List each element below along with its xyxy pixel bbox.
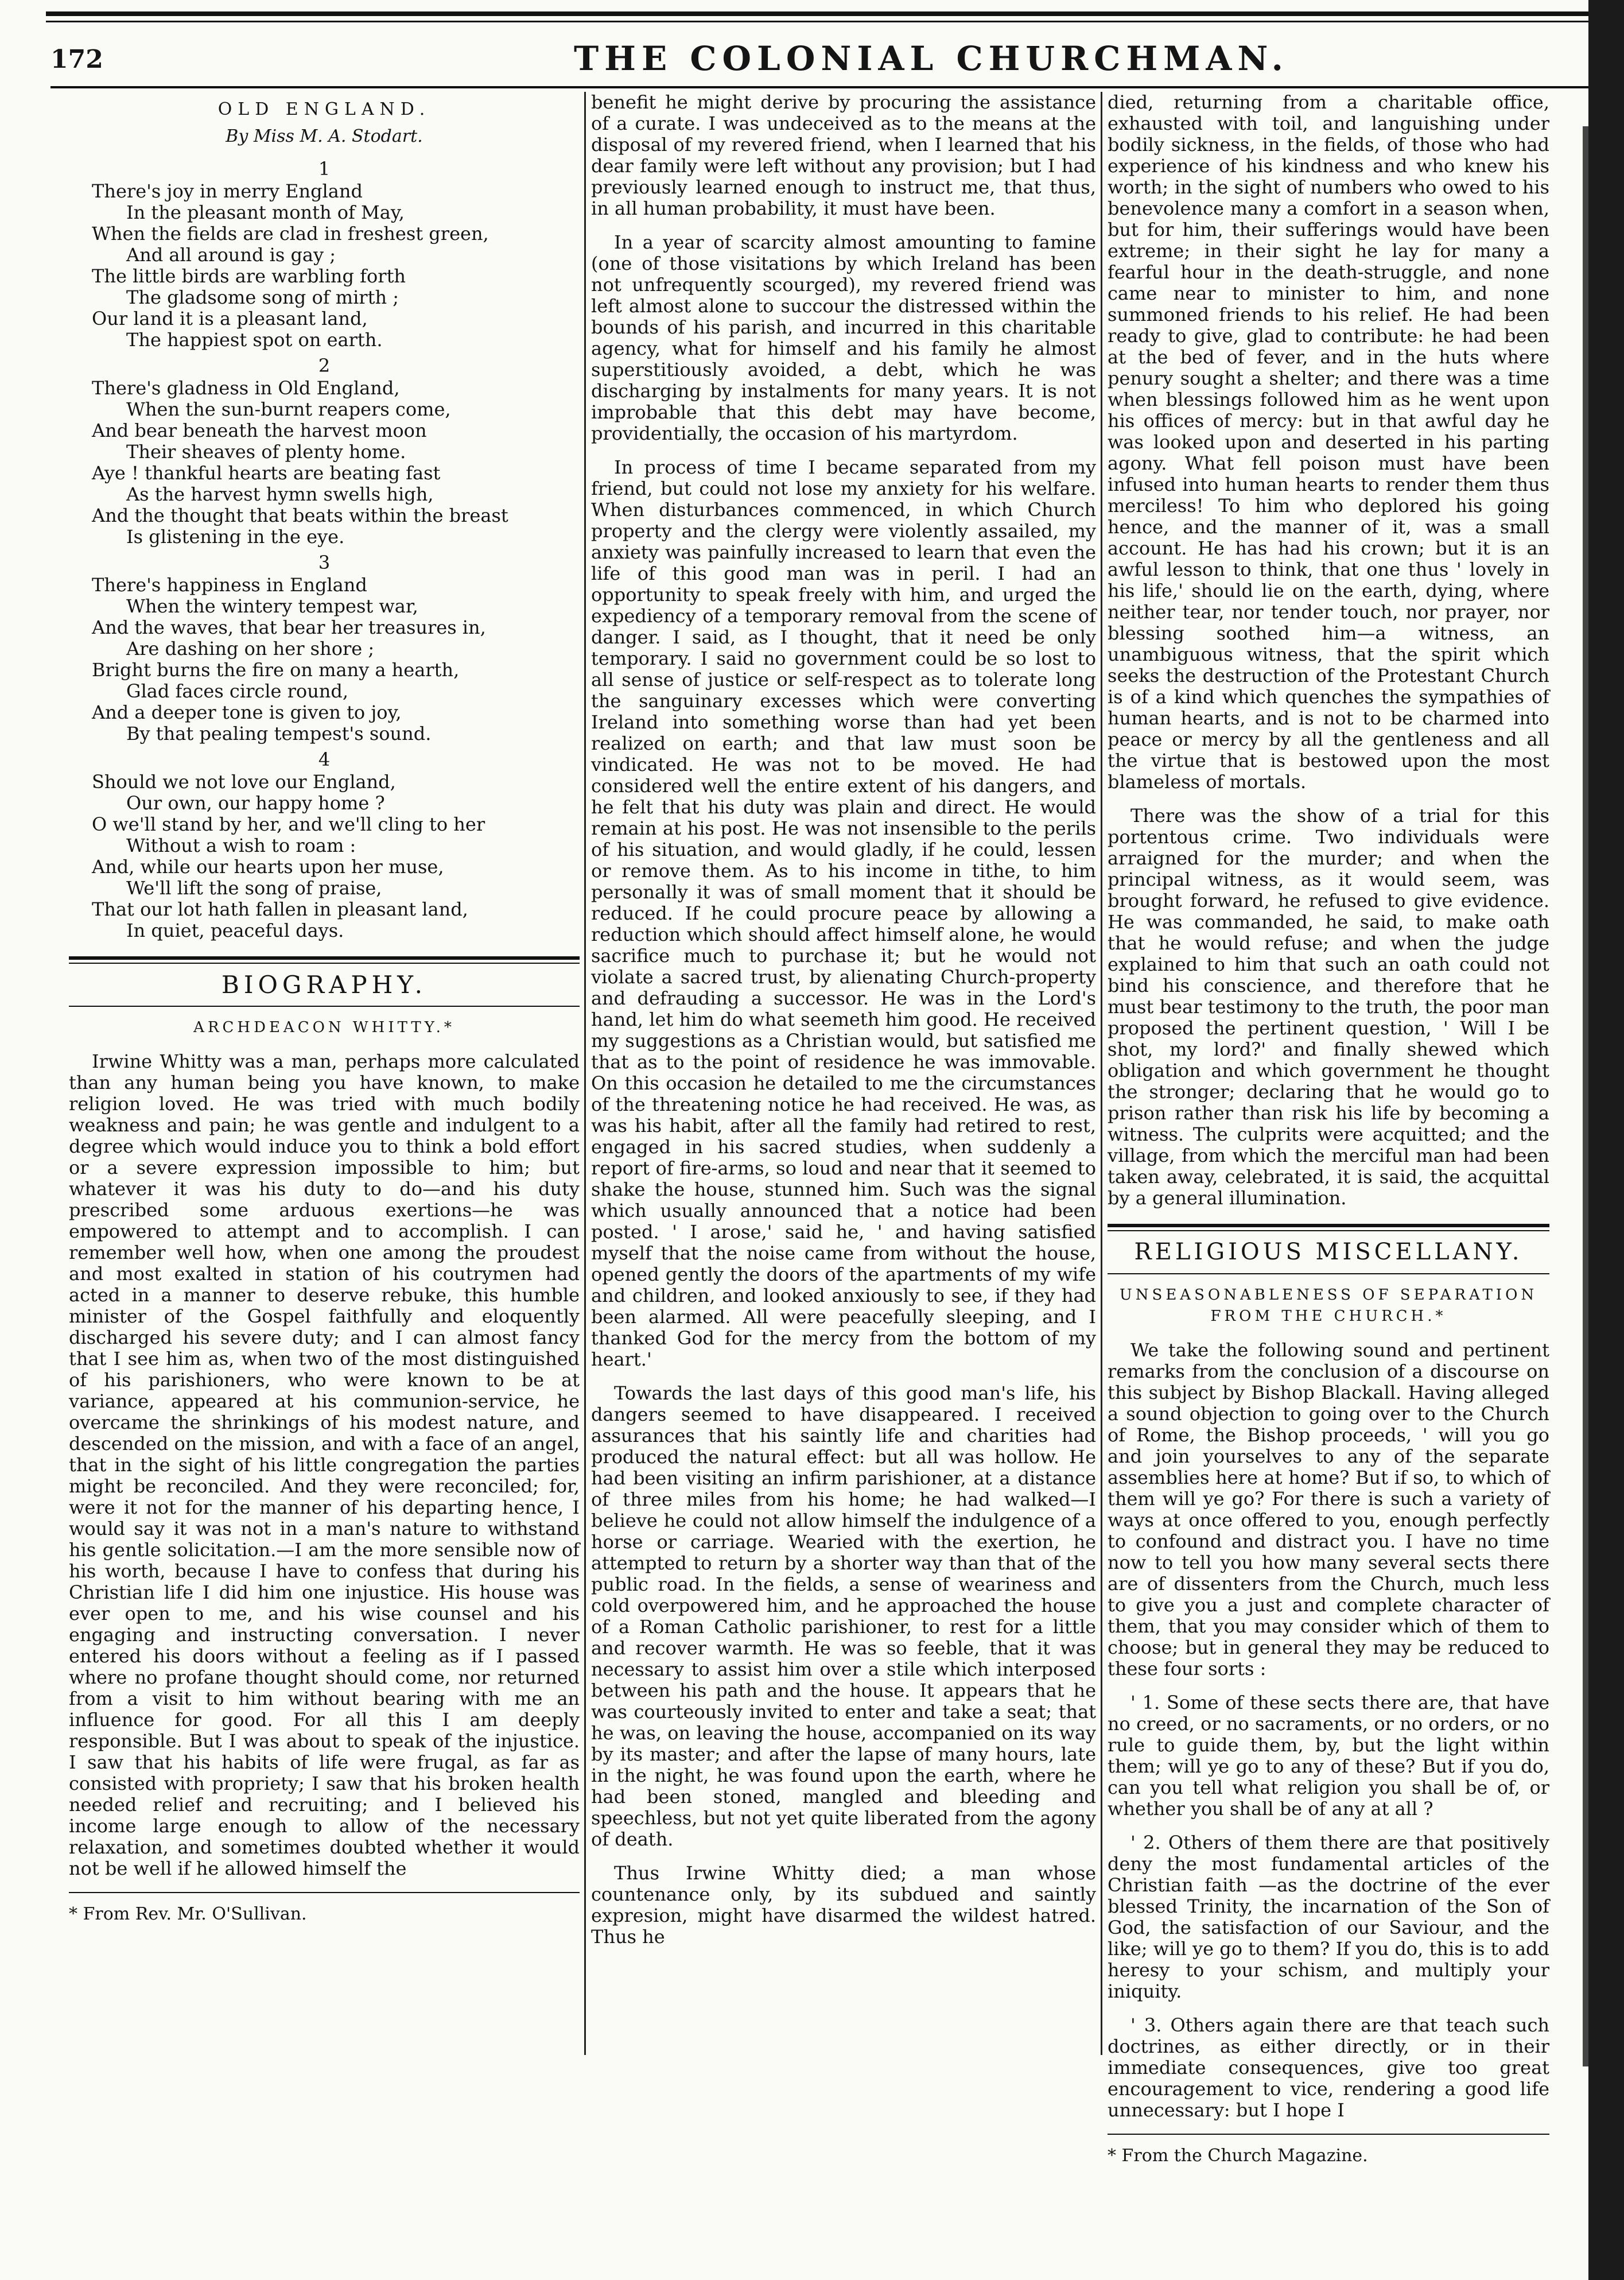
poem-body (69, 158, 580, 941)
section-rule (69, 956, 580, 964)
footnote-rule (69, 1892, 580, 1893)
section-rule (1108, 1224, 1549, 1231)
poem-line: Should we not love our England, (92, 771, 396, 793)
paragraph: ' 1. Some of these sects there are, that have no creed, or no sacraments, or no orders, or no rule to guide them, by, but the light within them; will ye go to any of these? But if you do, can you tell what religion you shall be of, or whether you shall be of any at all ? (1108, 1692, 1549, 1820)
column-3 (1108, 92, 1549, 2166)
biography-text-col3 (1108, 92, 1549, 1209)
column-2 (591, 92, 1096, 1960)
top-border-rule-thin (46, 21, 1607, 22)
article-title-whitty: ARCHDEACON WHITTY.* (193, 1019, 455, 1036)
poem-line: When the wintery tempest war, (126, 595, 418, 617)
poem-line: We'll lift the song of praise, (126, 877, 382, 899)
poem-author: By Miss M. A. Stodart. (226, 126, 423, 146)
miscellany-text (1108, 1340, 1549, 2121)
section-title-biography: BIOGRAPHY. (222, 971, 427, 999)
header-rule (50, 86, 1588, 88)
poem-line: And, while our hearts upon her muse, (92, 856, 444, 878)
poem-line: Our land it is a pleasant land, (92, 308, 368, 329)
paragraph: We take the following sound and pertinent remarks from the conclusion of a discourse on this subject by Bishop Blackall. Having alleged a sound objection to going over to the Church of Rome, the Bishop proceeds, ' will you go and join yourselves to any of the separate assemblies here at home? But if so, to which of them will ye go? For there is such a variety of ways at once offered to you, enough perfectly to confound and distract you. I have no time now to tell you how many several sects there are of dissenters from the Church, much less to give you a just and complete character of them, that you may consider which of them to choose; but in general they may be reduced to these four sorts : (1108, 1339, 1549, 1680)
poem-line: There's happiness in England (92, 574, 367, 596)
paragraph: benefit he might derive by procuring the assistance of a curate. I was undeceived as to the means at the disposal of my revered friend, when I learned that his dear family were left without any provision; but I had previously learned enough to instruct me, that thus, in all human probability, it must have been. (591, 91, 1096, 219)
top-border-rule (46, 11, 1607, 16)
poem-line: The happiest spot on earth. (126, 329, 383, 351)
poem-line: And a deeper tone is given to joy, (92, 701, 402, 723)
poem-title: OLD ENGLAND. (217, 99, 431, 119)
paragraph: Towards the last days of this good man's life, his dangers seemed to have disappeared. I received assurances that his saintly life and charities had produced the natural effect: but all was hollow. He had been visiting an infirm parishioner, at a distance of three miles from his home; he had walked—I believe he could not allow himself the indulgence of a horse or carriage. Wearied with the exertion, he attempted to return by a shorter way than that of the public road. In the fields, a sense of weariness and cold overpowered him, and he approached the house of a Roman Catholic parishioner, to rest for a little and recover warmth. He was so feeble, that it was necessary to assist him over a stile which interposed between his path and the house. It appears that he was courteously invited to enter and take a seat; that he was, on leaving the house, accompanied on its way by its master; and after the lapse of many hours, late in the night, he was found upon the earth, where he had been stoned, mangled and bleeding and speechless, but not yet quite liberated from the agony of death. (591, 1382, 1096, 1850)
stanza-number: 4 (318, 749, 331, 770)
poem-line: The gladsome song of mirth ; (126, 286, 399, 308)
paragraph: In a year of scarcity almost amounting to famine (one of those visitations by which Ireland has been not unfrequently scourged), my revered friend was left almost alone to succour the distressed within the bounds of his parish, and incurred in this charitable agency, what for himself and his family he almost superstitiously avoided, a debt, which he was discharging by instalments for many years. It is not improbable that this debt may have become, providentially, the occasion of his martyrdom. (591, 231, 1096, 444)
poem-line: Are dashing on her shore ; (126, 638, 375, 660)
binding-shadow (1588, 0, 1624, 2280)
poem-line: And the waves, that bear her treasures in, (92, 616, 486, 638)
paragraph: died, returning from a charitable office, exhausted with toil, and languishing under bodily sickness, in the fields, of those who had experience of his kindness and who knew his worth; in the sight of numbers who owed to his benevolence many a comfort in a season when, but for him, their sufferings would have been extreme; in their sight he lay for many a fearful hour in the death-struggle, and none came near to minister to him, and none summoned friends to his relief. He had been ready to give, glad to contribute: he had been at the bed of fever, and in the huts where penury sought a shelter; and there was a time when blessings followed him as he went upon his offices of mercy: but in that awful day he was looked upon and deserted in his parting agony. What fell poison must have been infused into human hearts to render them thus merciless! To him who deplored his going hence, and the manner of it, was a small account. He has had his crown; but it is an awful lesson to think, that one thus ' lovely in his life,' should lie on the earth, dying, where neither tear, nor tender touch, nor prayer, nor blessing soothed him—a witness, an unambiguous witness, that the spirit which seeks the destruction of the Protestant Church is of a kind which quenches the sympathies of human hearts, and is not to be charmed into peace or mercy by all the gentleness and all the virtue that is bestowed upon the most blameless of mortals. (1108, 91, 1549, 793)
section-subrule (69, 1006, 580, 1007)
page-number: 172 (50, 45, 103, 74)
poem-line: O we'll stand by her, and we'll cling to her (92, 813, 485, 835)
poem-line: In the pleasant month of May, (126, 201, 405, 223)
paragraph: ' 3. Others again there are that teach such doctrines, as either directly, or in their immediate consequences, give too great encouragement to vice, rendering a good life unnecessary: but I hope I (1108, 2014, 1549, 2121)
poem-line: And the thought that beats within the breast (92, 505, 508, 526)
poem-line: Is glistening in the eye. (126, 526, 345, 548)
footnote-osullivan: * From Rev. Mr. O'Sullivan. (69, 1904, 307, 1924)
poem-line: As the harvest hymn swells high, (126, 483, 434, 505)
footnote-rule (1108, 2134, 1549, 2135)
paragraph: In process of time I became separated from my friend, but could not lose my anxiety for his welfare. When disturbances commenced, in which Church property and the clergy were violently assailed, my anxiety was painfully increased to learn that even the life of this good man was in peril. I had an opportunity to speak freely with him, and urged the expediency of a temporary removal from the scene of danger. I said, as I thought, that it need be only temporary. I said no government could be so lost to all sense of justice or self-respect as to tolerate long the sanguinary excesses which were converting Ireland into something worse than had yet been realized on earth; and that law must soon be vindicated. He was not to be moved. He had considered well the entire extent of his dangers, and he felt that his duty was plain and direct. He would remain at his post. He was not insensible to the perils of his situation, and would gladly, if he could, lessen or remove them. As to his income in tithe, to him personally it was of small moment that it should be reduced. If he could procure peace by allowing a reduction which should affect himself alone, he would sacrifice much to purchase it; but he would not violate a sacred trust, by alienating Church-property and defrauding a successor. He was in the Lord's hand, let him do what seemeth him good. He received my suggestions as a Christian would, but satisfied me that as to the point of residence he was immovable. On this occasion he detailed to me the circumstances of the threatening notice he had received. He was, as was his habit, after all the family had retired to rest, engaged in his sacred studies, when suddenly a report of fire-arms, so loud and near that it seemed to shake the house, stunned him. Such was the signal which usually announced that a notice had been posted. ' I arose,' said he, ' and having satisfied myself that the noise came from without the house, opened gently the doors of the apartments of my wife and children, and looked anxiously to see, if they had been alarmed. All were peacefully sleeping, and I thanked God for the mercy from the bottom of my heart.' (591, 456, 1096, 1370)
column-divider-1 (584, 92, 586, 2055)
poem-line: Their sheaves of plenty home. (126, 441, 406, 463)
column-1 (69, 92, 580, 1925)
poem-line: Aye ! thankful hearts are beating fast (92, 462, 441, 484)
poem-line: Our own, our happy home ? (126, 792, 385, 814)
poem-line: When the fields are clad in freshest green, (92, 223, 489, 245)
poem-line: There's joy in merry England (92, 180, 363, 202)
article-title-separation: UNSEASONABLENESS OF SEPARATION FROM THE CHURCH.* (1119, 1286, 1538, 1325)
poem-line: When the sun-burnt reapers come, (126, 398, 451, 420)
stanza-number: 2 (318, 355, 331, 377)
footnote-church-magazine: * From the Church Magazine. (1108, 2146, 1368, 2166)
poem-line: There's gladness in Old England, (92, 377, 400, 399)
biography-text-col1 (69, 1051, 580, 1879)
poem-line: That our lot hath fallen in pleasant land, (92, 898, 468, 920)
paragraph: There was the show of a trial for this portentous crime. Two individuals were arraigned for the murder; and when the principal witness, as it would seem, was brought forward, he refused to give evidence. He was commanded, he said, to make oath that he would refuse; and when the judge explained to him that such an oath could not bind his conscience, and therefore that he must bear testimony to the truth, the poor man proposed the pertinent question, ' Will I be shot, my lord?' and finally shewed which obligation and which government he thought the stronger; declaring that he would go to prison rather than risk his life by becoming a witness. The culprits were acquitted; and the village, from which the merciful man had been taken away, celebrated, it is said, the acquittal by a general illumination. (1108, 805, 1549, 1209)
poem-line: And bear beneath the harvest moon (92, 420, 427, 441)
binding-edge (1583, 126, 1588, 2066)
poem-line: The little birds are warbling forth (92, 265, 406, 287)
paragraph: ' 2. Others of them there are that positively deny the most fundamental articles of the Christian faith —as the doctrine of the ever blessed Trinity, the incarnation of the Son of God, the satisfaction of our Saviour, and the like; will ye go to them? If you do, this is to add heresy to your schism, and multiply your iniquity. (1108, 1832, 1549, 2002)
masthead-title: THE COLONIAL CHURCHMAN. (574, 39, 1289, 78)
stanza-number: 1 (318, 158, 331, 180)
section-subrule (1108, 1273, 1549, 1274)
poem-line: Glad faces circle round, (126, 680, 349, 702)
poem-line: Bright burns the fire on many a hearth, (92, 659, 460, 681)
stanza-number: 3 (318, 552, 331, 573)
poem-line: By that pealing tempest's sound. (126, 723, 432, 745)
poem-line: In quiet, peaceful days. (126, 920, 344, 941)
section-title-miscellany: RELIGIOUS MISCELLANY. (1134, 1239, 1523, 1265)
paragraph: Thus Irwine Whitty died; a man whose countenance only, by its subdued and saintly expresion, might have disarmed the wildest hatred. Thus he (591, 1862, 1096, 1948)
poem-line: Without a wish to roam : (126, 835, 356, 856)
paragraph: Irwine Whitty was a man, perhaps more calculated than any human being you have known, to make religion loved. He was tried with much bodily weakness and pain; he was gentle and indulgent to a degree which would induce you to think a bold effort or a severe expression impossible to him; but whatever it was his duty to do—and his duty prescribed some arduous exertions—he was empowered to attempt and to accomplish. I can remember well how, when one among the proudest and most exalted in station of his coutrymen had acted in a manner to deserve rebuke, this humble minister of the Gospel faithfully and eloquently discharged his severe duty; and I can almost fancy that I see him as, when two of the most distinguished of his parishioners, who were known to be at variance, appeared at his communion-service, he overcame the shrinkings of his modest nature, and descended on the mission, and with a face of an angel, that in the sight of his little congregation the parties might be reconciled. And they were reconciled; for, were it not for the manner of his departing hence, I would say it was not in a man's nature to withstand his gentle solicitation.—I am the more sensible now of his worth, because I have to confess that during his Christian life I did him one injustice. His house was ever open to me, and his wise counsel and his engaging and instructing conversation. I never entered his doors without a feeling as if I passed where no profane thought should come, nor returned from a visit to him without bearing with me an influence for good. For all this I am deeply responsible. But I was about to speak of the injustice. I saw that his habits of life were frugal, as far as consisted with propriety; I saw that his broken health needed relief and recruiting; and I believed his income large enough to allow of the necessary relaxation, and sometimes doubted whether it would not be well if he allowed himself the (69, 1050, 580, 1879)
biography-text-col2 (591, 92, 1096, 1948)
column-divider-2 (1101, 92, 1102, 2055)
poem-line: And all around is gay ; (126, 244, 336, 266)
